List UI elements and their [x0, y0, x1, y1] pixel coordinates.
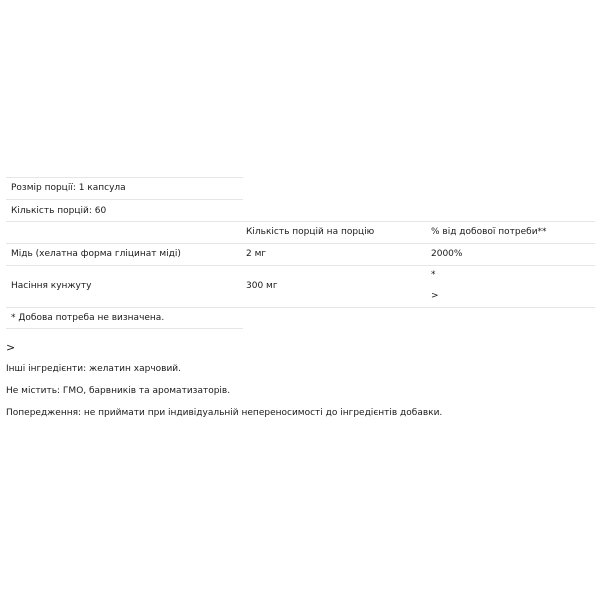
table-row-amount: 300 мг — [246, 281, 278, 291]
divider — [6, 177, 243, 178]
divider — [6, 243, 595, 244]
divider — [6, 199, 243, 200]
column-header-amount: Кількість порцій на порцію — [246, 227, 375, 237]
table-row-daily-value-marker: > — [431, 291, 439, 301]
other-ingredients: Інші інгредієнти: желатин харчовий. — [6, 364, 182, 374]
table-row-name: Мідь (хелатна форма гліцинат міді) — [11, 249, 181, 259]
warning: Попередження: не приймати при індивідуальній непереносимості до інгредієнтів добавки. — [6, 408, 443, 418]
divider — [6, 221, 595, 222]
table-row-name: Насіння кунжуту — [11, 281, 92, 291]
footnote: * Добова потреба не визначена. — [11, 313, 165, 323]
table-row-daily-value: 2000% — [431, 249, 463, 259]
serving-size: Розмір порції: 1 капсула — [11, 183, 126, 193]
table-row-amount: 2 мг — [246, 249, 267, 259]
divider — [6, 307, 595, 308]
servings-per-container: Кількість порцій: 60 — [11, 206, 107, 216]
table-row-daily-value-asterisk: * — [431, 270, 436, 280]
divider — [6, 328, 243, 329]
free-from: Не містить: ГМО, барвників та ароматизаторів. — [6, 386, 231, 396]
notes-marker: > — [6, 341, 16, 354]
divider — [6, 265, 595, 266]
column-header-daily-value: % від добової потреби** — [431, 227, 547, 237]
